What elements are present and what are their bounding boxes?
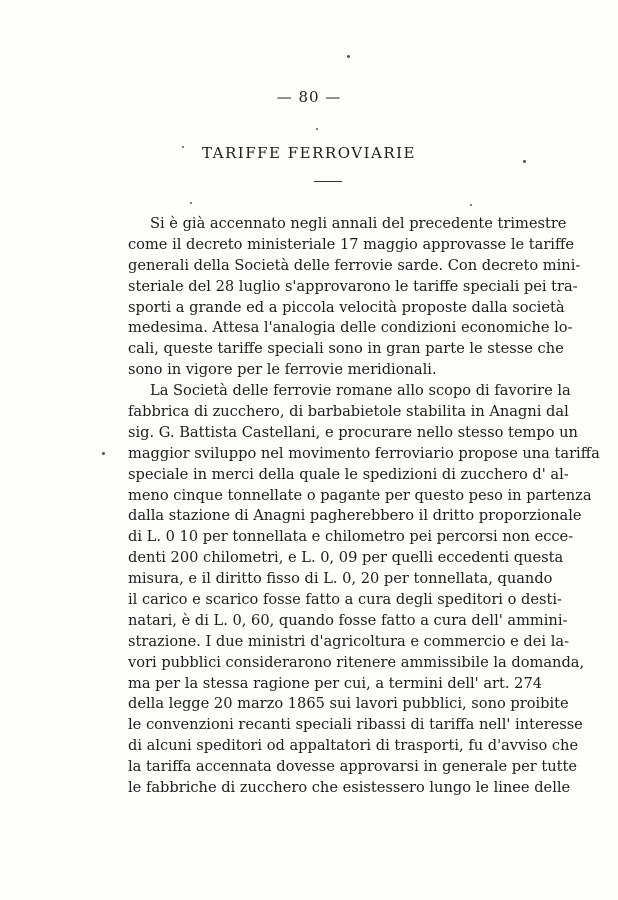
text-line: come il decreto ministeriale 17 maggio approvasse le tariffe (128, 235, 574, 253)
page-number: — 80 — (276, 88, 342, 106)
text-line: sporti a grande ed a piccola velocità proposte dalla società (128, 298, 565, 316)
text-line: di L. 0 10 per tonnellata e chilometro pei percorsi non ecce- (128, 528, 574, 546)
scan-speck (523, 160, 526, 163)
text-line: medesima. Attesa l'analogia delle condizioni economiche lo- (128, 319, 573, 337)
text-line: steriale del 28 luglio s'approvarono le tariffe speciali pei tra- (128, 277, 578, 295)
text-line: La Società delle ferrovie romane allo scopo di favorire la (150, 382, 571, 400)
text-line: denti 200 chilometri, e L. 0, 09 per quelli eccedenti questa (128, 549, 564, 567)
scan-speck (347, 55, 350, 58)
section-title: TARIFFE FERROVIARIE (201, 144, 416, 162)
paragraph-2 (128, 381, 600, 799)
text-line: di alcuni speditori od appaltatori di trasporti, fu d'avviso che (128, 737, 579, 755)
text-line: vori pubblici considerarono ritenere ammissibile la domanda, (128, 653, 585, 671)
title-divider (314, 181, 342, 182)
scan-speck (316, 128, 318, 130)
text-line: le convenzioni recanti speciali ribassi di tariffa nell' interesse (128, 716, 583, 734)
text-line: dalla stazione di Anagni pagherebbero il dritto proporzionale (128, 507, 582, 525)
scan-speck (190, 202, 192, 204)
paragraph-1 (128, 214, 581, 381)
text-line: sono in vigore per le ferrovie meridionali. (128, 361, 437, 379)
text-line: speciale in merci della quale le spedizioni di zucchero d' al- (128, 465, 569, 483)
text-line: ma per la stessa ragione per cui, a termini dell' art. 274 (128, 674, 543, 692)
text-line: le fabbriche di zucchero che esistessero lungo le linee delle (128, 779, 571, 797)
body-text (128, 214, 600, 799)
text-line: la tariffa accennata dovesse approvarsi in generale per tutte (128, 758, 578, 776)
text-line: misura, e il diritto fisso di L. 0, 20 per tonnellata, quando (128, 570, 553, 588)
text-line: maggior sviluppo nel movimento ferroviario propose una tariffa (128, 444, 600, 462)
text-line: meno cinque tonnellate o pagante per questo peso in partenza (128, 486, 592, 504)
text-line: il carico e scarico fosse fatto a cura degli speditori o desti- (128, 591, 562, 609)
text-line: natari, è di L. 0, 60, quando fosse fatto a cura dell' ammini- (128, 611, 568, 629)
text-line: Si è già accennato negli annali del precedente trimestre (150, 215, 567, 232)
text-line: strazione. I due ministri d'agricoltura e commercio e dei la- (128, 632, 570, 650)
text-line: fabbrica di zucchero, di barbabietole stabilita in Anagni dal (128, 403, 569, 421)
scan-speck (182, 146, 184, 148)
text-line: sig. G. Battista Castellani, e procurare nello stesso tempo un (128, 423, 578, 441)
scan-speck (102, 452, 105, 455)
text-line: generali della Società delle ferrovie sarde. Con decreto mini- (128, 256, 581, 274)
text-line: cali, queste tariffe speciali sono in gran parte le stesse che (128, 340, 564, 358)
scan-speck (470, 204, 472, 206)
text-line: della legge 20 marzo 1865 sui lavori pubblici, sono proibite (128, 695, 569, 713)
